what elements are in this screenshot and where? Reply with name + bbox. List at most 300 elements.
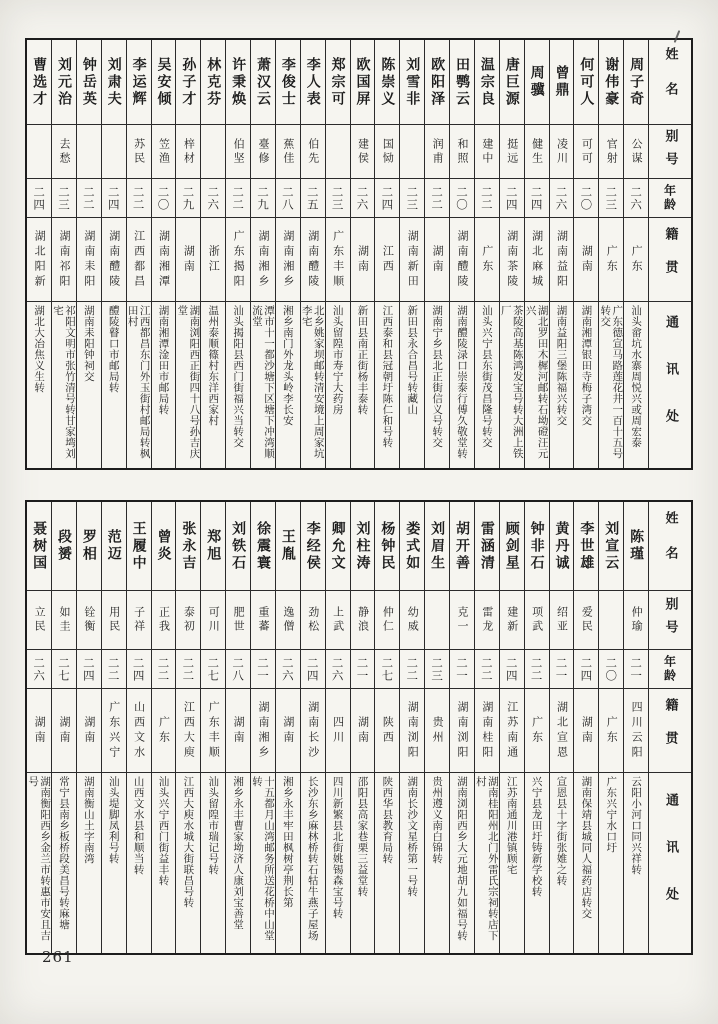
- person-native: 湖南浏阳: [455, 700, 469, 761]
- person-name-cell: [326, 40, 350, 125]
- person-age-cell: [226, 179, 250, 218]
- person-alias: 静浪: [356, 606, 370, 634]
- person-address: 湖北罗田木樨河邮转石坳磴汪元兴: [524, 305, 549, 459]
- person-address: 广东兴宁水口圩: [605, 776, 618, 853]
- person-column: [350, 40, 375, 468]
- person-address-cell: [425, 302, 449, 468]
- person-native: 江苏南通: [505, 700, 519, 761]
- person-column: [76, 40, 101, 468]
- person-name-cell: [301, 40, 325, 125]
- person-age-cell: [251, 179, 275, 218]
- person-age-cell: [574, 179, 598, 218]
- person-alias-cell: [550, 125, 574, 179]
- person-column: [51, 502, 76, 953]
- person-column: [27, 502, 51, 953]
- person-alias: 仲仁: [381, 606, 395, 634]
- person-native-cell: [475, 218, 499, 302]
- person-name-cell: [276, 502, 300, 591]
- person-address-cell: [201, 302, 225, 468]
- person-address: 湖南衡山土字南湾: [82, 776, 95, 864]
- person-age-cell: [500, 179, 524, 218]
- person-native-cell: [574, 218, 598, 302]
- person-name-cell: [375, 40, 399, 125]
- person-native: 湖南: [580, 244, 594, 275]
- person-native-cell: [301, 689, 325, 773]
- person-age: 二二: [529, 656, 544, 682]
- person-name: 黄丹诚: [553, 520, 570, 572]
- person-native-cell: [500, 218, 524, 302]
- person-age-cell: [326, 179, 350, 218]
- person-age-cell: [525, 650, 549, 689]
- person-name: 聂树国: [31, 520, 48, 572]
- person-age: 二二: [81, 185, 96, 211]
- person-address-cell: [351, 773, 375, 953]
- person-native: 陕西: [381, 715, 395, 746]
- person-alias: 笠渔: [157, 137, 171, 166]
- person-address: 汕头畲坑水寨周悦兴或周宏泰: [630, 305, 643, 448]
- person-column: [598, 40, 623, 468]
- person-name: 卿允文: [329, 520, 346, 572]
- register-table-top: [25, 38, 693, 470]
- person-age: 二六: [629, 185, 644, 211]
- person-native: 广东: [605, 244, 619, 275]
- person-age-cell: [400, 179, 424, 218]
- header-native-label: 籍贯: [662, 226, 678, 293]
- person-address: 茶陵高基陈鸿发宝号转大洲上铁厂: [499, 305, 524, 459]
- person-name-cell: [102, 40, 126, 125]
- person-age: 二四: [81, 656, 96, 682]
- person-address-cell: [176, 302, 200, 468]
- person-address-cell: [251, 773, 275, 953]
- person-column: [374, 40, 399, 468]
- person-name-cell: [152, 502, 176, 591]
- person-age: 二六: [355, 185, 370, 211]
- person-name-cell: [400, 40, 424, 125]
- person-column: [549, 40, 574, 468]
- person-name: 钟岳英: [80, 56, 97, 108]
- person-native-cell: [550, 218, 574, 302]
- person-native: 湖南: [356, 715, 370, 746]
- person-native-cell: [201, 689, 225, 773]
- person-name: 郑宗可: [329, 56, 346, 108]
- person-age: 二〇: [604, 656, 619, 682]
- header-name-label: 姓名: [662, 511, 678, 581]
- person-alias-cell: [52, 591, 76, 650]
- person-address: 汕头留隍市瑞记号转: [207, 776, 220, 875]
- person-age-cell: [201, 179, 225, 218]
- person-native-cell: [52, 218, 76, 302]
- person-alias-cell: [525, 125, 549, 179]
- person-address: 长沙东乡麻林桥转石牯牛燕子屋场: [306, 776, 319, 941]
- person-native-cell: [102, 218, 126, 302]
- person-alias-cell: [176, 125, 200, 179]
- person-alias-cell: [375, 591, 399, 650]
- person-native-cell: [152, 218, 176, 302]
- person-native-cell: [550, 689, 574, 773]
- person-age-cell: [201, 650, 225, 689]
- person-name: 吴安倾: [155, 56, 172, 108]
- person-name: 张永吉: [180, 520, 197, 572]
- person-name: 娄式如: [404, 520, 421, 572]
- person-native-cell: [475, 689, 499, 773]
- person-age-cell: [77, 179, 101, 218]
- person-name: 刘宣云: [603, 520, 620, 572]
- person-age: 二〇: [156, 185, 171, 211]
- person-address: 山西文水县和顺当转: [132, 776, 145, 875]
- person-native: 湖南益阳: [555, 229, 569, 290]
- person-name: 李运辉: [130, 56, 147, 108]
- person-name-cell: [624, 502, 648, 591]
- person-age-cell: [599, 179, 623, 218]
- person-column: [76, 502, 101, 953]
- person-name: 郑旭: [205, 529, 222, 563]
- person-native: 山西文水: [132, 700, 146, 761]
- person-alias-cell: [77, 125, 101, 179]
- person-age: 二五: [305, 185, 320, 211]
- person-name: 李世雄: [578, 520, 595, 572]
- person-alias-cell: [624, 591, 648, 650]
- person-alias: 伯坚: [232, 137, 246, 166]
- person-native: 湖南: [232, 715, 246, 746]
- person-age: 二四: [380, 185, 395, 211]
- person-address: 贵州遵义南白锦转: [431, 776, 444, 864]
- person-address-cell: [77, 773, 101, 953]
- person-age-cell: [450, 179, 474, 218]
- person-alias-cell: [152, 125, 176, 179]
- person-address: 宣恩县十字街张婎之转: [555, 776, 568, 886]
- person-column: [623, 502, 648, 953]
- person-age: 二三: [56, 185, 71, 211]
- person-column: [126, 40, 151, 468]
- person-name: 罗相: [80, 529, 97, 563]
- person-native-cell: [326, 218, 350, 302]
- person-native-cell: [152, 689, 176, 773]
- person-column: [225, 40, 250, 468]
- person-native-cell: [351, 689, 375, 773]
- person-age-cell: [301, 179, 325, 218]
- person-alias-cell: [251, 591, 275, 650]
- person-native: 四川云阳: [630, 700, 644, 761]
- person-address-cell: [276, 302, 300, 468]
- person-name-cell: [574, 502, 598, 591]
- person-alias: 可可: [580, 137, 594, 166]
- person-native-cell: [27, 689, 51, 773]
- person-age: 二三: [604, 185, 619, 211]
- person-address: 湖南衡阳西乡金兰市转惠市安且吉号: [27, 776, 51, 941]
- person-age-cell: [624, 179, 648, 218]
- person-name: 杨钟民: [379, 520, 396, 572]
- header-address-label: 通讯处: [663, 792, 678, 934]
- person-column: [101, 502, 126, 953]
- person-address: 湖南醴陵渌口崇泰行傅久敬堂转: [455, 305, 468, 459]
- person-alias: 克一: [455, 606, 469, 634]
- person-native: 湖南: [580, 715, 594, 746]
- person-native: 湖南茶陵: [505, 229, 519, 290]
- person-native: 广东揭阳: [232, 229, 246, 290]
- person-alias-cell: [550, 591, 574, 650]
- person-alias: 泰初: [182, 606, 196, 634]
- person-native-cell: [127, 218, 151, 302]
- person-name: 刘铁石: [230, 520, 247, 572]
- person-native: 江西大庾: [182, 700, 196, 761]
- person-alias-cell: [599, 591, 623, 650]
- person-column: [499, 40, 524, 468]
- person-alias-cell: [326, 591, 350, 650]
- person-name-cell: [127, 502, 151, 591]
- person-age-cell: [77, 650, 101, 689]
- person-column: [27, 40, 51, 468]
- person-name: 李人表: [304, 56, 321, 108]
- person-age: 二四: [32, 185, 47, 211]
- person-name: 陈瑾: [628, 529, 645, 563]
- person-column: [598, 502, 623, 953]
- person-age: 二〇: [454, 185, 469, 211]
- person-native-cell: [574, 689, 598, 773]
- person-address: 邵阳县高家巷栗三益堂转: [356, 776, 369, 897]
- person-name-cell: [351, 40, 375, 125]
- person-alias-cell: [27, 591, 51, 650]
- person-name: 林克芬: [205, 56, 222, 108]
- person-address-cell: [550, 302, 574, 468]
- person-age: 二二: [430, 185, 445, 211]
- person-alias: 健生: [530, 137, 544, 166]
- person-address-cell: [475, 302, 499, 468]
- person-address: 湖南湘潭淦田市邮局转: [157, 305, 170, 415]
- person-age: 二四: [504, 185, 519, 211]
- person-name: 周子奇: [628, 56, 645, 108]
- person-name-cell: [176, 40, 200, 125]
- person-alias-cell: [326, 125, 350, 179]
- person-alias: 用民: [107, 606, 121, 634]
- person-column: [325, 502, 350, 953]
- person-address: 汕头兴宁西门街益丰转: [157, 776, 170, 886]
- person-native: 湖南湘乡: [256, 229, 270, 290]
- person-name-cell: [550, 502, 574, 591]
- person-name-cell: [475, 40, 499, 125]
- person-address-cell: [450, 773, 474, 953]
- person-alias: 臺修: [256, 137, 270, 166]
- person-alias: 官射: [605, 137, 619, 166]
- person-address-cell: [226, 773, 250, 953]
- person-address-cell: [152, 773, 176, 953]
- person-address: 湖南浏阳西正街四十八号孙吉庆堂: [176, 305, 201, 459]
- person-age: 二三: [330, 185, 345, 211]
- person-alias-cell: [599, 125, 623, 179]
- person-alias: 立民: [33, 606, 47, 634]
- person-native: 湖南: [33, 715, 47, 746]
- header-column: [648, 40, 691, 468]
- person-alias: 建新: [505, 606, 519, 634]
- person-age: 二六: [554, 185, 569, 211]
- person-column: [175, 502, 200, 953]
- person-alias-cell: [624, 125, 648, 179]
- person-age-cell: [375, 650, 399, 689]
- person-name-cell: [550, 40, 574, 125]
- person-column: [300, 40, 325, 468]
- person-address-cell: [127, 302, 151, 468]
- register-table-bottom: [25, 500, 693, 955]
- person-native: 湖北麻城: [530, 229, 544, 290]
- person-native-cell: [301, 218, 325, 302]
- person-address-cell: [301, 773, 325, 953]
- person-name-cell: [574, 40, 598, 125]
- person-address-cell: [525, 773, 549, 953]
- person-name-cell: [77, 502, 101, 591]
- person-address: 汕头兴宁县东街茂昌隆号转交: [480, 305, 493, 448]
- person-alias: 爱民: [580, 606, 594, 634]
- person-column: [200, 502, 225, 953]
- person-name: 欧阳泽: [429, 56, 446, 108]
- person-age-cell: [450, 650, 474, 689]
- person-address-cell: [599, 302, 623, 468]
- person-name-cell: [351, 502, 375, 591]
- person-native: 湖南醴陵: [455, 229, 469, 290]
- person-column: [399, 40, 424, 468]
- person-age: 二二: [479, 185, 494, 211]
- person-age: 二一: [554, 656, 569, 682]
- person-alias-cell: [276, 125, 300, 179]
- person-alias: 重蕃: [256, 606, 270, 634]
- person-alias-cell: [574, 591, 598, 650]
- person-name: 刘雪非: [404, 56, 421, 108]
- person-alias: 子祥: [132, 606, 146, 634]
- header-alias-label: 别号: [662, 597, 678, 643]
- person-name: 雷涵清: [478, 520, 495, 572]
- person-address-cell: [27, 773, 51, 953]
- header-alias-label: 别号: [662, 128, 678, 175]
- person-native-cell: [400, 218, 424, 302]
- person-column: [524, 502, 549, 953]
- person-native: 湖南: [281, 715, 295, 746]
- person-address-cell: [102, 302, 126, 468]
- person-age-cell: [127, 179, 151, 218]
- person-alias: 国恸: [381, 137, 395, 166]
- person-name-cell: [500, 40, 524, 125]
- person-column: [449, 502, 474, 953]
- header-cell-native: [649, 689, 691, 773]
- person-age-cell: [624, 650, 648, 689]
- person-native-cell: [425, 689, 449, 773]
- person-alias-cell: [301, 125, 325, 179]
- person-name: 陈崇义: [379, 56, 396, 108]
- person-name: 刘柱涛: [354, 520, 371, 572]
- person-address: 江西都昌东门外玉街村邮局转枫田村: [126, 305, 151, 459]
- person-address: 广东德宣马路莲花井一百十五号转交: [599, 305, 624, 459]
- person-age: 二八: [280, 185, 295, 211]
- person-native-cell: [375, 689, 399, 773]
- person-native-cell: [276, 689, 300, 773]
- person-name-cell: [201, 502, 225, 591]
- person-alias-cell: [475, 125, 499, 179]
- person-native-cell: [599, 689, 623, 773]
- person-alias-cell: [301, 591, 325, 650]
- person-age-cell: [152, 650, 176, 689]
- person-address: 云阳小河口同兴祥转: [630, 776, 643, 875]
- person-column: [225, 502, 250, 953]
- person-address-cell: [400, 302, 424, 468]
- person-address-cell: [574, 302, 598, 468]
- person-name: 王胤: [279, 529, 296, 563]
- person-native: 广东: [630, 244, 644, 275]
- person-native-cell: [251, 689, 275, 773]
- person-age: 二三: [430, 656, 445, 682]
- person-alias-cell: [77, 591, 101, 650]
- person-native: 广东: [157, 715, 171, 746]
- person-age-cell: [351, 650, 375, 689]
- person-alias-cell: [400, 125, 424, 179]
- person-column: [350, 502, 375, 953]
- person-age-cell: [226, 650, 250, 689]
- person-address: 温州泰顺篠村东洋西家村: [207, 305, 220, 426]
- person-address: 湖北大冶焦义生转: [33, 305, 46, 393]
- person-name-cell: [251, 502, 275, 591]
- person-native: 湖南: [431, 244, 445, 275]
- person-column: [51, 40, 76, 468]
- person-native-cell: [450, 689, 474, 773]
- person-name: 何可人: [578, 56, 595, 108]
- person-address-cell: [201, 773, 225, 953]
- person-name-cell: [152, 40, 176, 125]
- person-native-cell: [226, 218, 250, 302]
- person-native: 湖南: [82, 715, 96, 746]
- person-native: 湖南桂阳: [480, 700, 494, 761]
- person-native: 湖南: [356, 244, 370, 275]
- person-age: 二二: [131, 185, 146, 211]
- person-address: 江苏南通川港镇顾宅: [505, 776, 518, 875]
- person-address-cell: [400, 773, 424, 953]
- person-alias: 劲松: [306, 606, 320, 634]
- person-alias: 和照: [455, 137, 469, 166]
- person-address-cell: [226, 302, 250, 468]
- header-cell-alias: [649, 125, 691, 179]
- person-age-cell: [550, 179, 574, 218]
- person-native: 湖南长沙: [306, 700, 320, 761]
- person-native-cell: [525, 218, 549, 302]
- person-age: 二二: [231, 185, 246, 211]
- person-name: 萧汉云: [254, 56, 271, 108]
- person-native-cell: [52, 689, 76, 773]
- person-alias-cell: [574, 125, 598, 179]
- person-age-cell: [425, 179, 449, 218]
- person-address-cell: [326, 773, 350, 953]
- person-native: 湖南新田: [406, 229, 420, 290]
- person-native-cell: [176, 218, 200, 302]
- person-address-cell: [550, 773, 574, 953]
- person-age: 二八: [231, 656, 246, 682]
- person-name-cell: [375, 502, 399, 591]
- person-address-cell: [624, 773, 648, 953]
- person-native: 江西: [381, 244, 395, 275]
- person-alias: 去愁: [57, 137, 71, 166]
- person-native-cell: [201, 218, 225, 302]
- person-address-cell: [52, 302, 76, 468]
- person-alias-cell: [201, 125, 225, 179]
- person-name-cell: [425, 40, 449, 125]
- person-address: 祁阳文明市张竹清号转甘家塆刘宅: [52, 305, 76, 459]
- person-address-cell: [500, 302, 524, 468]
- header-age-label: 年龄: [662, 655, 677, 683]
- person-native-cell: [251, 218, 275, 302]
- header-address-label: 通讯处: [663, 314, 678, 456]
- person-column: [250, 502, 275, 953]
- person-column: [499, 502, 524, 953]
- person-name-cell: [77, 40, 101, 125]
- person-address: 醴陵瞽口市邮局转: [107, 305, 120, 393]
- person-name: 胡开善: [453, 520, 470, 572]
- person-alias-cell: [375, 125, 399, 179]
- person-age: 二〇: [579, 185, 594, 211]
- person-age: 二九: [181, 185, 196, 211]
